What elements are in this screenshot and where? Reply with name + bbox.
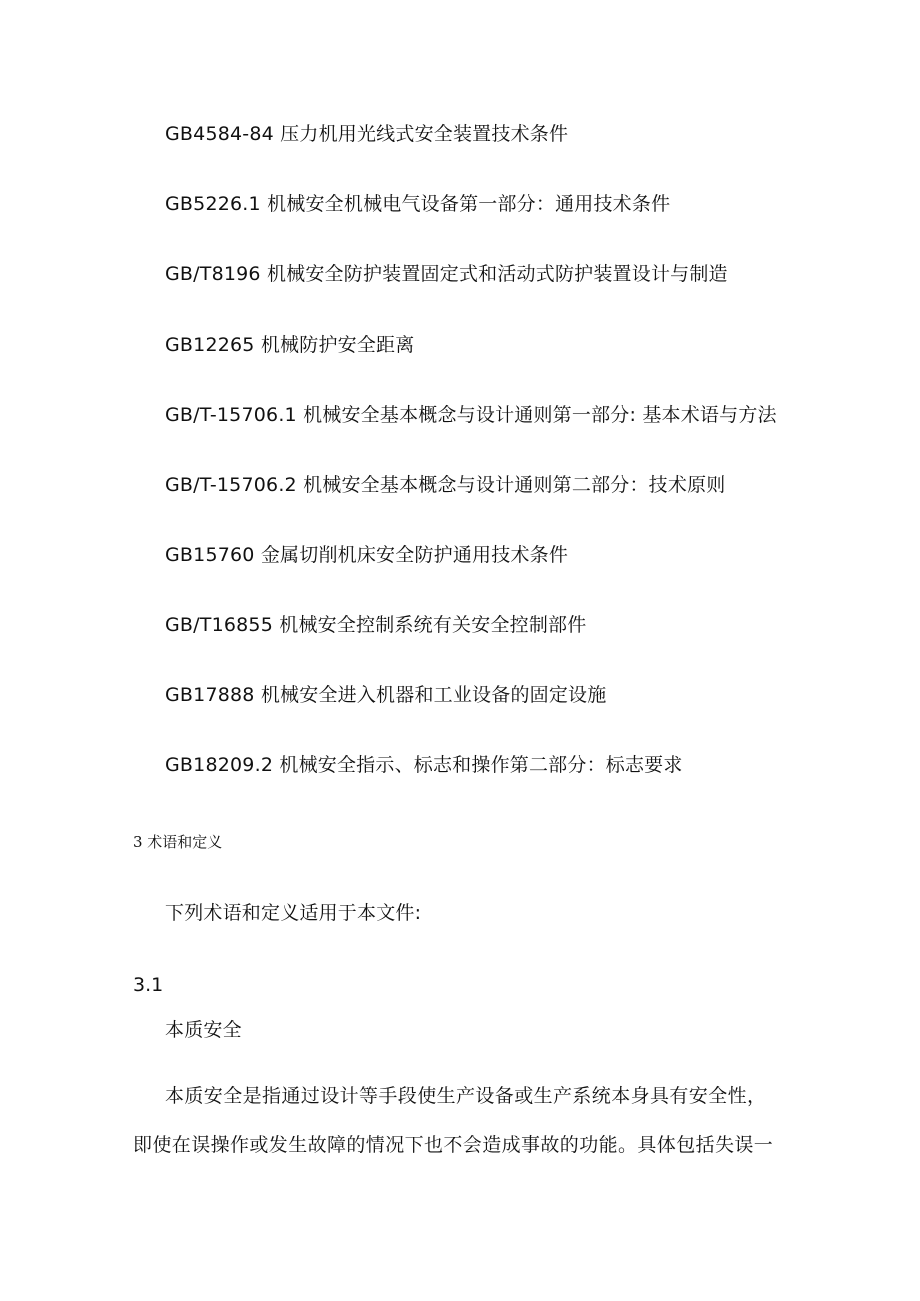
definition-paragraph-line: 本质安全是指通过设计等手段使生产设备或生产系统本身具有安全性， (165, 1085, 767, 1107)
section-intro: 下列术语和定义适用于本文件: (165, 902, 422, 924)
definition-paragraph-line: 即使在误操作或发生故障的情况下也不会造成事故的功能。具体包括失误一 (133, 1134, 774, 1156)
reference-standard: GB4584-84 压力机用光线式安全装置技术条件 (165, 123, 569, 145)
section-heading: 3 术语和定义 (133, 833, 223, 851)
reference-standard: GB/T-15706.1 机械安全基本概念与设计通则第一部分: 基本术语与方法 (165, 404, 777, 426)
reference-standard: GB12265 机械防护安全距离 (165, 334, 415, 356)
reference-standard: GB/T16855 机械安全控制系统有关安全控制部件 (165, 614, 587, 636)
reference-standard: GB/T-15706.2 机械安全基本概念与设计通则第二部分：技术原则 (165, 474, 726, 496)
clause-number: 3.1 (133, 974, 164, 996)
reference-standard: GB/T8196 机械安全防护装置固定式和活动式防护装置设计与制造 (165, 263, 728, 285)
term-title: 本质安全 (165, 1019, 242, 1041)
reference-standard: GB15760 金属切削机床安全防护通用技术条件 (165, 544, 569, 566)
reference-standard: GB18209.2 机械安全指示、标志和操作第二部分：标志要求 (165, 754, 683, 776)
reference-standard: GB5226.1 机械安全机械电气设备第一部分：通用技术条件 (165, 193, 671, 215)
reference-standard: GB17888 机械安全进入机器和工业设备的固定设施 (165, 684, 607, 706)
